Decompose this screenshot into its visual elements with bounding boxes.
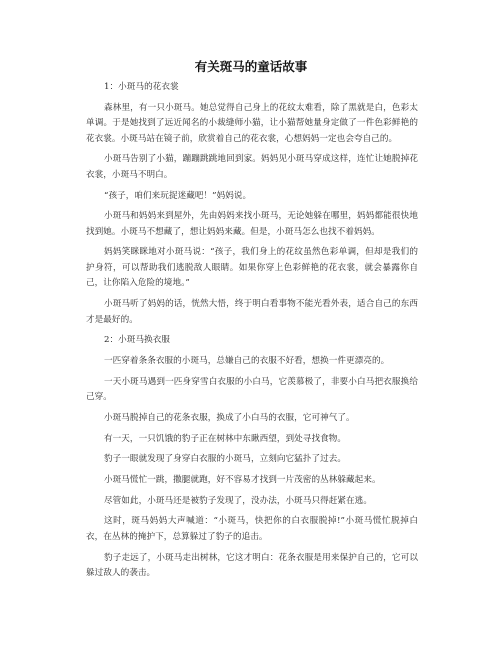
paragraph: 小斑马慌忙一跳，撒腿就跑，好不容易才找到一片茂密的丛林躲藏起来。: [104, 474, 381, 485]
document-title: 有关斑马的童话故事: [194, 59, 308, 74]
paragraph: 小斑马脱掉自己的花条衣服，换成了小白马的衣服，它可神气了。: [104, 412, 355, 423]
story-heading: 1：小斑马的花衣裳: [104, 82, 179, 92]
paragraph: 豹子走远了，小斑马走出树林，它这才明白：花条衣服是用来保护自己的，它可以躲过敌人的袭击。: [86, 552, 418, 578]
paragraph: 妈妈笑眯眯地对小斑马说：“孩子，我们身上的花纹虽然色彩单调，但却是我们的护身符，可以帮助我们逃脱敌人眼睛。如果你穿上色彩鲜艳的花衣裳，就会暴露你自己，让你陷入危险的境地。”: [86, 247, 418, 289]
story-heading: 2：小斑马换衣服: [104, 335, 171, 346]
paragraph: 小斑马和妈妈来到屋外，先由妈妈来找小斑马，无论她躲在哪里，妈妈都能很快地找到她。小斑马不想藏了，想让妈妈来藏。但是，小斑马怎么也找不着妈妈。: [86, 211, 418, 237]
paragraph: 豹子一眼就发现了身穿白衣服的小斑马，立刻向它猛扑了过去。: [104, 454, 347, 465]
paragraph: 尽管如此，小斑马还是被豹子发现了，没办法，小斑马只得赶紧在逃。: [104, 495, 372, 506]
paragraph: 一天小斑马遇到一匹身穿雪白衣服的小白马，它羡慕极了，非要小白马把衣服换给己穿。: [86, 376, 418, 403]
paragraph: 这时，斑马妈妈大声喊道：“小斑马，快把你的白衣服脱掉!”小斑马慌忙脱掉白衣，在丛林的掩护下，总算躲过了豹子的追击。: [86, 516, 418, 542]
paragraph: 一匹穿着条条衣服的小斑马，总嫌自己的衣服不好看，想换一件更漂亮的。: [104, 356, 390, 366]
document-body: [86, 80, 418, 587]
paragraph: 小斑马告别了小猫，蹦蹦跳跳地回到家。妈妈见小斑马穿成这样，连忙让她脱掉花衣裳，小斑马不明白。: [86, 154, 418, 180]
paragraph: 小斑马听了妈妈的话，恍然大悟，终于明白看事物不能光看外表，适合自己的东西才是最好的。: [86, 299, 418, 325]
paragraph: “孩子，咱们来玩捉迷藏吧！”妈妈说。: [104, 190, 252, 201]
paragraph: 有一天，一只饥饿的豹子正在树林中东瞅西望，到处寻找食物。: [104, 433, 347, 444]
paragraph: 森林里，有一只小斑马。她总觉得自己身上的花纹太难看，除了黑就是白，色彩太单调。于是她找到了远近闻名的小裁缝师小猫，让小猫帮她量身定做了一件色彩鲜艳的花衣裳。小斑马站在镜子前，欣赏着自己的花衣裳，心想妈妈一定也会夸自己的。: [86, 102, 418, 144]
